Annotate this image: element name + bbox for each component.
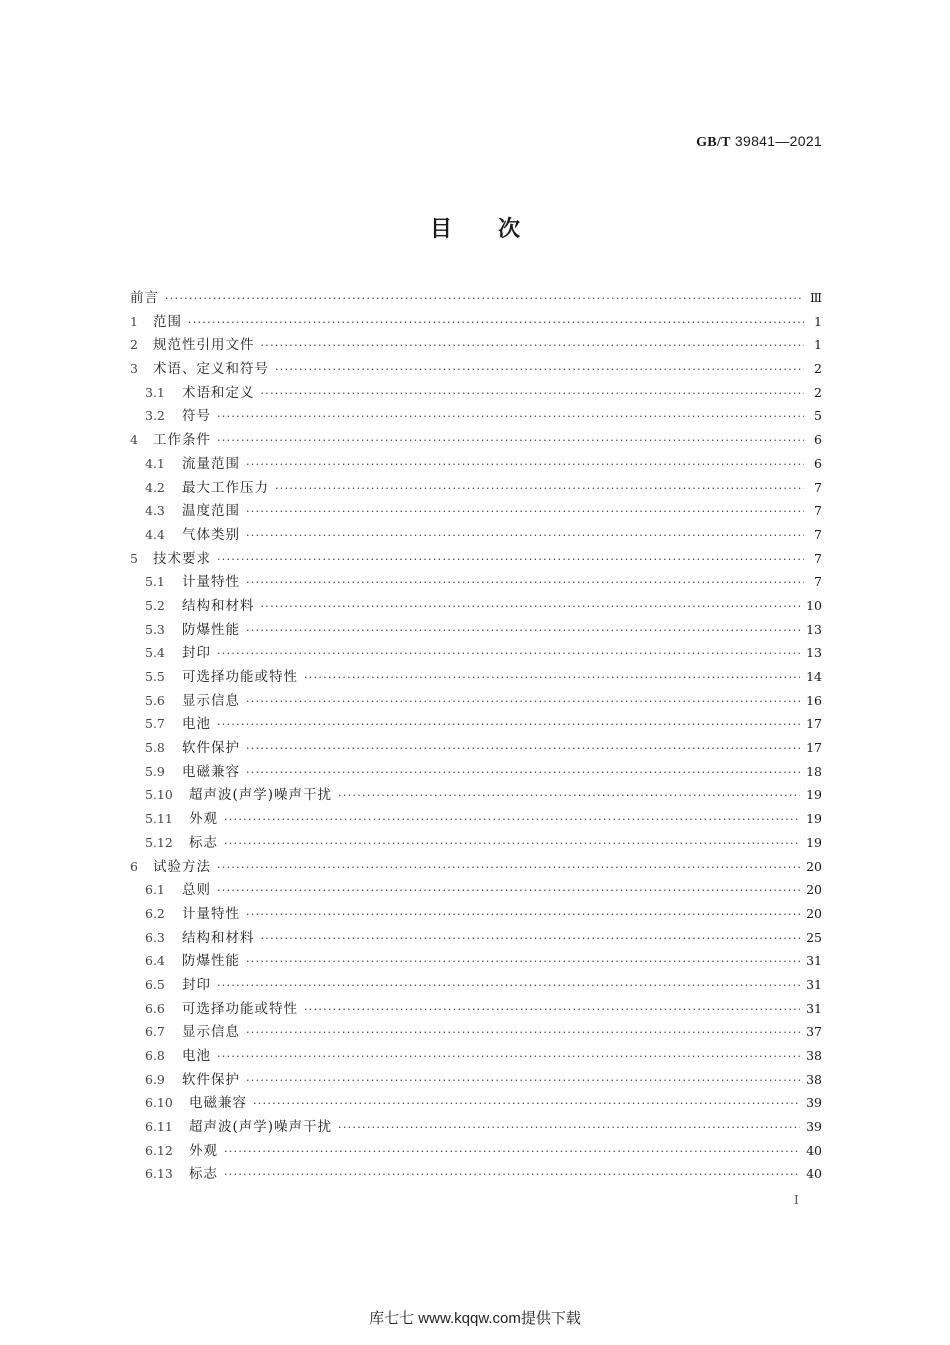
page-number: I	[794, 1193, 799, 1207]
toc-entry-page: 2	[814, 361, 822, 377]
standard-prefix: GB/T	[696, 135, 731, 150]
toc-entry[interactable]	[130, 404, 822, 428]
toc-entry[interactable]	[130, 855, 822, 879]
toc-entry-number: 3.1	[145, 384, 165, 400]
toc-entry-page: 2	[814, 384, 822, 400]
toc-entry-label: 范围	[153, 313, 182, 330]
toc-entry-label: 技术要求	[153, 550, 211, 567]
toc-entry-number: 3.2	[145, 408, 165, 424]
toc-entry-page: 10	[806, 597, 822, 613]
toc-entry[interactable]	[130, 1115, 822, 1139]
toc-entry-page: 39	[806, 1095, 822, 1111]
toc-entry-number: 2	[130, 337, 138, 353]
toc-entry-number: 6.3	[145, 929, 165, 945]
toc-entry-page: 40	[806, 1142, 822, 1158]
toc-entry-number: 6.2	[145, 905, 165, 921]
toc-entry-number: 6.12	[145, 1142, 173, 1158]
toc-entry-number: 4.2	[145, 479, 165, 495]
toc-entry[interactable]	[130, 926, 822, 950]
toc-entry-number: 4	[130, 432, 138, 448]
toc-entry[interactable]	[130, 665, 822, 689]
toc-entry-page: 37	[806, 1024, 822, 1040]
toc-entry-label: 流量范围	[182, 455, 240, 472]
toc-entry-number: 5.8	[145, 740, 165, 756]
toc-dot-leader	[261, 600, 801, 613]
toc-entry-page: 31	[806, 1000, 822, 1016]
toc-entry-number: 6.9	[145, 1071, 165, 1087]
toc-dot-leader	[165, 292, 804, 305]
toc-entry[interactable]	[130, 1162, 822, 1186]
toc-dot-leader	[275, 482, 804, 495]
toc-entry-label: 气体类别	[182, 526, 240, 543]
toc-entry[interactable]	[130, 428, 822, 452]
toc-dot-leader	[338, 789, 800, 802]
toc-dot-leader	[275, 363, 804, 376]
toc-dot-leader	[246, 576, 804, 589]
toc-entry-label: 电磁兼容	[189, 1095, 247, 1112]
toc-entry-page: 13	[806, 645, 822, 661]
toc-entry[interactable]	[130, 333, 822, 357]
toc-entry-number: 1	[130, 313, 138, 329]
toc-entry-page: 20	[806, 905, 822, 921]
toc-entry-number: 6.5	[145, 976, 165, 992]
toc-entry-label: 防爆性能	[182, 621, 240, 638]
toc-entry[interactable]	[130, 831, 822, 855]
toc-entry[interactable]	[130, 618, 822, 642]
toc-entry-label: 电池	[182, 1048, 211, 1064]
toc-dot-leader	[261, 387, 805, 400]
toc-entry-page: 7	[814, 574, 822, 590]
toc-entry-number: 5.12	[145, 834, 173, 850]
toc-entry-label: 结构和材料	[182, 929, 255, 946]
toc-entry-label: 可选择功能或特性	[182, 1000, 298, 1017]
toc-entry[interactable]	[130, 547, 822, 571]
toc-entry-page: 31	[806, 976, 822, 992]
toc-entry-number: 5.9	[145, 763, 165, 779]
toc-entry-label: 规范性引用文件	[153, 337, 255, 354]
toc-entry-label: 显示信息	[182, 692, 240, 709]
toc-dot-leader	[261, 339, 805, 352]
toc-entry-number: 6.8	[145, 1048, 165, 1063]
toc-dot-leader	[224, 1145, 800, 1158]
toc-entry-page: 39	[806, 1119, 822, 1135]
toc-entry-number: 6.7	[145, 1024, 165, 1040]
toc-entry-page: 31	[806, 953, 822, 969]
toc-entry[interactable]	[130, 760, 822, 784]
toc-entry-label: 总则	[182, 882, 211, 899]
toc-dot-leader	[217, 979, 800, 992]
toc-entry-page: 40	[806, 1166, 822, 1182]
toc-entry[interactable]	[130, 357, 822, 381]
toc-entry-label: 标志	[189, 1166, 218, 1183]
toc-dot-leader	[217, 861, 800, 874]
toc-entry-label: 防爆性能	[182, 953, 240, 970]
toc-entry-number: 5.7	[145, 716, 165, 732]
toc-entry-page: 19	[806, 787, 822, 803]
toc-title: 目次	[429, 217, 566, 242]
toc-entry-label: 外观	[189, 811, 218, 828]
toc-dot-leader	[246, 955, 800, 968]
toc-entry-number: 6.11	[145, 1119, 173, 1135]
toc-entry-label: 封印	[182, 645, 211, 662]
toc-entry-label: 术语和定义	[182, 384, 255, 401]
toc-dot-leader	[224, 837, 800, 850]
toc-entry-number: 4.4	[145, 526, 165, 542]
toc-entry[interactable]	[130, 476, 822, 500]
toc-entry-number: 5.6	[145, 692, 165, 708]
toc-entry-page: 19	[806, 811, 822, 827]
toc-entry-label: 超声波(声学)噪声干扰	[189, 787, 333, 804]
toc-dot-leader	[246, 624, 800, 637]
toc-entry-number: 5.1	[145, 574, 165, 590]
toc-entry-page: 38	[806, 1048, 822, 1063]
toc-dot-leader	[217, 884, 800, 897]
toc-entry-number: 5	[130, 550, 138, 566]
toc-entry-label: 软件保护	[182, 740, 240, 757]
toc-entry[interactable]	[130, 570, 822, 594]
toc-dot-leader	[188, 316, 804, 329]
toc-entry-label: 计量特性	[182, 574, 240, 591]
toc-entry-number: 6.10	[145, 1095, 173, 1111]
toc-entry-number: 5.3	[145, 621, 165, 637]
toc-entry[interactable]	[130, 1044, 822, 1068]
toc-entry-label: 软件保护	[182, 1071, 240, 1088]
toc-entry[interactable]	[130, 381, 822, 405]
toc-entry-number: 5.10	[145, 787, 173, 803]
toc-dot-leader	[304, 671, 800, 684]
toc-entry[interactable]	[130, 452, 822, 476]
toc-entry[interactable]	[130, 1020, 822, 1044]
toc-entry[interactable]	[130, 1139, 822, 1163]
download-watermark: 库七七 www.kqqw.com提供下载	[369, 1310, 581, 1327]
toc-entry-page: 20	[806, 882, 822, 898]
toc-entry-label: 前言	[130, 290, 159, 306]
toc-entry-page: 20	[806, 858, 822, 874]
toc-entry[interactable]	[130, 783, 822, 807]
toc-entry-number: 6.6	[145, 1000, 165, 1016]
toc-entry[interactable]	[130, 712, 822, 736]
toc-entry[interactable]	[130, 594, 822, 618]
toc-entry-label: 工作条件	[153, 432, 211, 449]
toc-entry-number: 6	[130, 858, 138, 874]
toc-entry-label: 结构和材料	[182, 597, 255, 614]
toc-entry-page: 1	[814, 313, 822, 329]
toc-dot-leader	[246, 908, 800, 921]
toc-dot-leader	[217, 434, 804, 447]
toc-entry-label: 计量特性	[182, 905, 240, 922]
toc-dot-leader	[217, 1050, 800, 1063]
toc-entry-label: 超声波(声学)噪声干扰	[189, 1119, 333, 1136]
toc-dot-leader	[246, 695, 800, 708]
toc-entry-label: 可选择功能或特性	[182, 669, 298, 685]
toc-dot-leader	[246, 529, 804, 542]
toc-entry-label: 显示信息	[182, 1024, 240, 1041]
toc-entry-label: 最大工作压力	[182, 479, 269, 496]
toc-entry-number: 6.4	[145, 953, 165, 969]
toc-dot-leader	[246, 458, 804, 471]
toc-entry[interactable]	[130, 902, 822, 926]
toc-dot-leader	[246, 1074, 800, 1087]
table-of-contents	[130, 286, 822, 1186]
toc-entry[interactable]	[130, 310, 822, 334]
toc-entry-number: 5.4	[145, 645, 165, 661]
toc-entry-page: 1	[814, 337, 822, 353]
toc-entry-page: 17	[806, 740, 822, 756]
toc-entry-page: 13	[806, 621, 822, 637]
toc-dot-leader	[217, 553, 804, 566]
toc-entry[interactable]	[130, 689, 822, 713]
toc-entry-number: 5.2	[145, 597, 165, 613]
toc-entry-number: 3	[130, 361, 138, 377]
toc-dot-leader	[217, 647, 800, 660]
toc-entry[interactable]	[130, 807, 822, 831]
toc-entry-label: 电池	[182, 716, 211, 733]
toc-entry-label: 试验方法	[153, 858, 211, 875]
toc-entry-page: 7	[814, 479, 822, 495]
toc-entry-label: 标志	[189, 834, 218, 851]
toc-entry-label: 外观	[189, 1142, 218, 1159]
toc-entry-label: 温度范围	[182, 503, 240, 520]
toc-entry[interactable]	[130, 973, 822, 997]
toc-entry-page: Ⅲ	[809, 290, 822, 305]
toc-entry-page: 7	[814, 526, 822, 542]
toc-entry[interactable]	[130, 997, 822, 1021]
toc-entry-page: 38	[806, 1071, 822, 1087]
toc-entry-label: 术语、定义和符号	[153, 361, 269, 378]
toc-entry-number: 5.5	[145, 669, 165, 684]
toc-dot-leader	[217, 410, 804, 423]
toc-entry-page: 7	[814, 550, 822, 566]
toc-entry-page: 14	[806, 669, 822, 684]
toc-entry[interactable]	[130, 523, 822, 547]
toc-entry[interactable]	[130, 1091, 822, 1115]
toc-entry-label: 符号	[182, 408, 211, 425]
toc-entry-page: 17	[806, 716, 822, 732]
toc-entry[interactable]	[130, 878, 822, 902]
standard-code	[696, 133, 822, 151]
toc-entry-number: 4.3	[145, 503, 165, 519]
toc-entry-number: 4.1	[145, 455, 165, 471]
toc-entry-label: 电磁兼容	[182, 763, 240, 780]
toc-dot-leader	[338, 1121, 800, 1134]
toc-entry-page: 18	[806, 763, 822, 779]
toc-dot-leader	[246, 742, 800, 755]
toc-dot-leader	[246, 1026, 800, 1039]
toc-entry-page: 6	[814, 455, 822, 471]
toc-dot-leader	[217, 718, 800, 731]
toc-dot-leader	[224, 813, 800, 826]
toc-dot-leader	[261, 932, 801, 945]
toc-entry[interactable]	[130, 286, 822, 310]
toc-dot-leader	[246, 766, 800, 779]
toc-entry-number: 6.13	[145, 1166, 173, 1182]
toc-dot-leader	[253, 1097, 800, 1110]
toc-entry-page: 7	[814, 503, 822, 519]
toc-entry-page: 6	[814, 432, 822, 448]
toc-entry-page: 5	[814, 408, 822, 424]
toc-entry-number: 5.11	[145, 811, 173, 827]
toc-entry[interactable]	[130, 949, 822, 973]
toc-entry[interactable]	[130, 641, 822, 665]
toc-entry[interactable]	[130, 736, 822, 760]
toc-entry-page: 19	[806, 834, 822, 850]
toc-entry[interactable]	[130, 499, 822, 523]
toc-entry-page: 25	[806, 929, 822, 945]
standard-number: 39841—2021	[734, 133, 822, 149]
toc-entry-label: 封印	[182, 976, 211, 993]
toc-entry[interactable]	[130, 1068, 822, 1092]
toc-dot-leader	[246, 505, 804, 518]
toc-entry-number: 6.1	[145, 882, 165, 898]
toc-entry-page: 16	[806, 692, 822, 708]
toc-dot-leader	[224, 1168, 800, 1181]
toc-dot-leader	[304, 1003, 800, 1016]
